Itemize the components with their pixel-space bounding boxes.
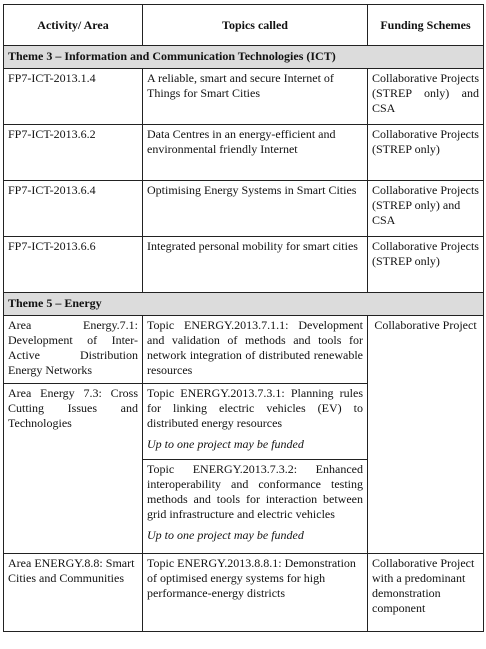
funding-cell: Collaborative Projects (STREP only) [368,125,484,181]
header-funding: Funding Schemes [368,5,484,46]
table-row [4,316,484,384]
activity-cell: FP7-ICT-2013.6.2 [4,125,143,181]
funding-collab-cell [368,316,484,554]
table-row [4,125,484,181]
activity-cell: FP7-ICT-2013.1.4 [4,69,143,125]
theme3-title: Theme 3 – Information and Communication Technologies (ICT) [4,46,484,69]
header-activity: Activity/ Area [4,5,143,46]
topic-7-3-1-cell [143,384,368,460]
area-7-1-cell: Area Energy.7.1: Development of Inter-Active Distribution Energy Networks [4,316,143,384]
funding-cell: Collaborative Projects (STREP only) and CSA [368,69,484,125]
theme5-title: Theme 5 – Energy [4,293,484,316]
activity-cell: FP7-ICT-2013.6.6 [4,237,143,293]
funding-collab-label: Collaborative Project [374,318,477,332]
topic-7-3-1-note: Up to one project may be funded [147,437,304,451]
topic-cell: Data Centres in an energy-efficient and environmental friendly Internet [143,125,368,181]
activity-cell: FP7-ICT-2013.6.4 [4,181,143,237]
topic-cell: Integrated personal mobility for smart cities [143,237,368,293]
theme5-row [4,293,484,316]
table-row [4,181,484,237]
funding-table-container [3,4,483,632]
area-7-3-cell: Area Energy 7.3: Cross Cutting Issues and Technologies [4,384,143,554]
topic-7-3-1-text: Topic ENERGY.2013.7.3.1: Planning rules for linking electric vehicles (EV) to distributed energy resources [147,386,363,430]
topic-7-3-2-cell [143,460,368,554]
topic-7-3-2-text: Topic ENERGY.2013.7.3.2: Enhanced interoperability and conformance testing methods and tools for interaction between grid infrastructure and electric vehicles [147,462,363,521]
table-row [4,69,484,125]
table-row [4,554,484,632]
header-topics: Topics called [143,5,368,46]
header-row [4,5,484,46]
funding-8-8-cell: Collaborative Project with a predominant demonstration component [368,554,484,632]
funding-cell: Collaborative Projects (STREP only) and CSA [368,181,484,237]
funding-cell: Collaborative Projects (STREP only) [368,237,484,293]
topic-7-1-1-cell: Topic ENERGY.2013.7.1.1: Development and validation of methods and tools for network integration of distributed renewable resources [143,316,368,384]
area-8-8-cell: Area ENERGY.8.8: Smart Cities and Communities [4,554,143,632]
topic-7-3-2-note: Up to one project may be funded [147,528,304,542]
theme3-row [4,46,484,69]
topic-8-8-1-cell: Topic ENERGY.2013.8.8.1: Demonstration of optimised energy systems for high performance-energy districts [143,554,368,632]
table-row [4,237,484,293]
topic-cell: Optimising Energy Systems in Smart Cities [143,181,368,237]
topic-cell: A reliable, smart and secure Internet of Things for Smart Cities [143,69,368,125]
funding-table [3,4,484,632]
